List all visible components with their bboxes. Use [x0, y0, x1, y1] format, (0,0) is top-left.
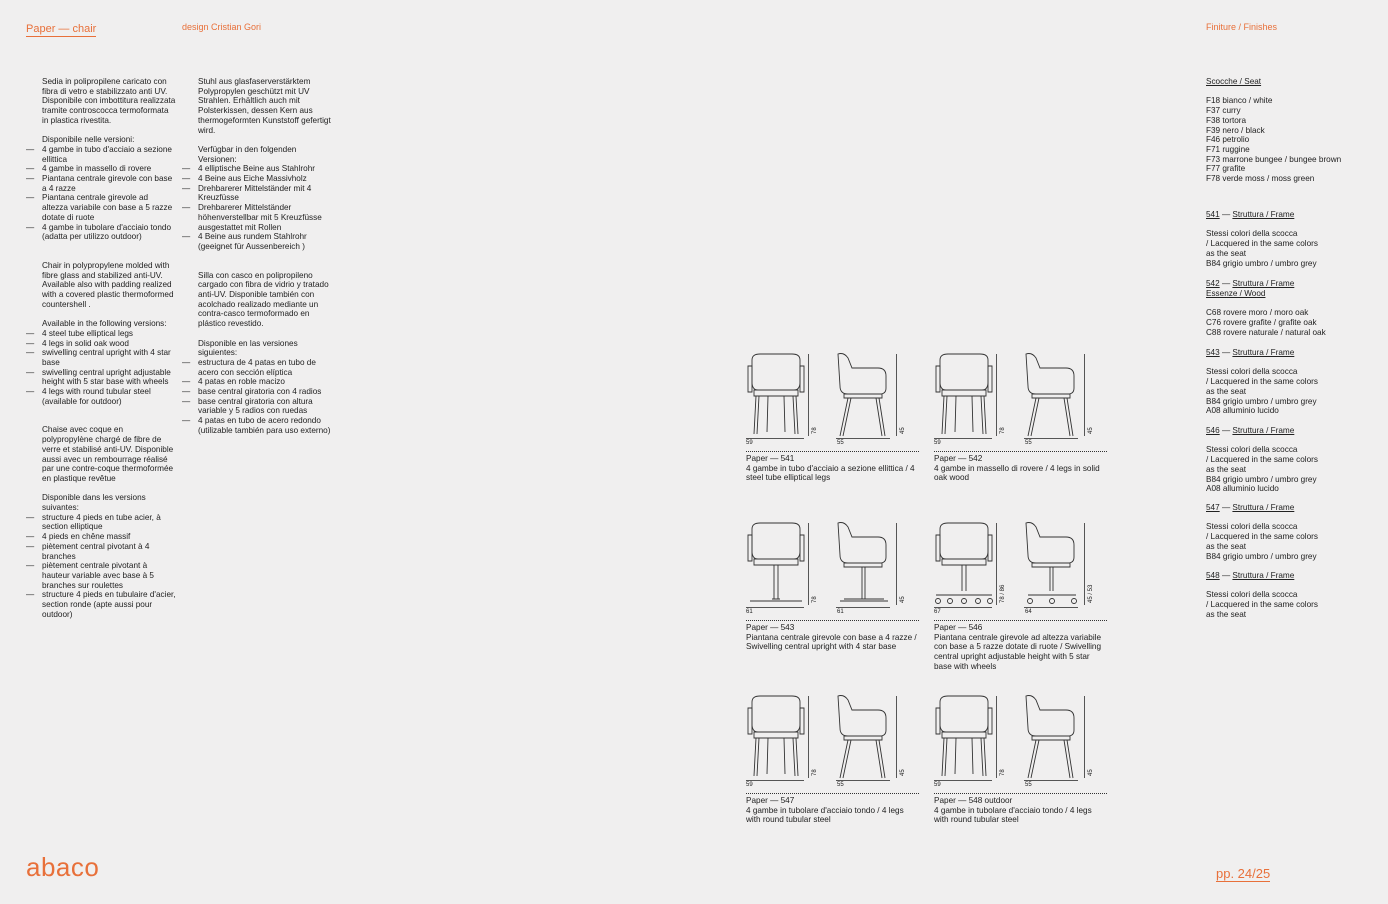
width-dimension-line	[746, 438, 804, 439]
height-dimension: 45	[900, 596, 906, 603]
side-width: 55	[1025, 440, 1032, 446]
product-caption	[746, 623, 919, 652]
seat-color-item: F73 marrone bungee / bungee brown	[1206, 154, 1342, 164]
frame-finish-line: Stessi colori della scocca	[1206, 522, 1298, 532]
versions-title-fr: Disponible dans les versions suivantes:	[42, 493, 146, 513]
height-dimension: 78	[1000, 769, 1006, 776]
frame-finish-line: / Lacquered in the same colors	[1206, 239, 1318, 249]
width-dimensions	[746, 609, 919, 619]
version-item: — 4 elliptische Beine aus Stahlrohr	[182, 164, 332, 174]
frame-title: Struttura / Frame	[1232, 571, 1295, 580]
width-dimension-line	[1024, 780, 1078, 781]
frame-finish-542	[1206, 279, 1376, 337]
frame-finish-line: as the seat	[1206, 609, 1247, 619]
product-card	[746, 521, 919, 652]
frame-finish-line: / Lacquered in the same colors	[1206, 455, 1318, 465]
product-caption	[934, 454, 1107, 483]
height-dimension-line	[808, 696, 809, 778]
product-description: 4 gambe in tubolare d'acciaio tondo / 4 legs with round tubular steel	[934, 805, 1092, 825]
product-drawing	[934, 521, 1107, 609]
width-dimension-line	[1024, 438, 1078, 439]
width-dimension-line	[746, 780, 804, 781]
description-es: Silla con casco en polipropileno cargado con fibra de vidrio y tratado anti-UV. Disponible también con acolchado realizado mediante un contra-casco termoformado en plástico revestido.	[198, 270, 329, 329]
product-caption	[746, 454, 919, 483]
front-width: 67	[934, 609, 941, 615]
height-dimension: 45 / 53	[1088, 584, 1094, 603]
version-item: — base central giratoria con altura variable y 5 radios con ruedas	[182, 397, 332, 416]
frame-finish-line: as the seat	[1206, 464, 1247, 474]
width-dimension-line	[836, 438, 890, 439]
frame-finish-line: / Lacquered in the same colors	[1206, 377, 1318, 387]
dotted-divider	[746, 620, 919, 621]
seat-colors-list	[1206, 96, 1376, 183]
frame-finish-line: Stessi colori della scocca	[1206, 229, 1298, 239]
height-dimension-line	[1084, 523, 1085, 605]
frame-finish-line: C68 rovere moro / moro oak	[1206, 308, 1309, 318]
frame-code: 547	[1206, 503, 1220, 512]
height-dimension: 78	[812, 769, 818, 776]
versions-title-it: Disponibile nelle versioni:	[42, 135, 135, 145]
frame-finish-line: as the seat	[1206, 386, 1247, 396]
height-dimension-line	[1084, 696, 1085, 778]
width-dimensions	[934, 609, 1107, 619]
front-width: 59	[746, 782, 753, 788]
width-dimension-line	[934, 780, 992, 781]
product-card	[934, 352, 1107, 483]
height-dimension: 78 / 86	[1000, 584, 1006, 603]
dotted-divider	[746, 793, 919, 794]
height-dimension: 78	[812, 596, 818, 603]
frame-finish-line: Stessi colori della scocca	[1206, 590, 1298, 600]
product-description: 4 gambe in tubolare d'acciaio tondo / 4 legs with round tubular steel	[746, 805, 904, 825]
product-code: Paper — 541	[746, 454, 795, 463]
finishes-column	[1206, 77, 1376, 184]
chair-front-view	[934, 352, 1000, 440]
version-item: — 4 legs with round tubular steel (available for outdoor)	[26, 387, 176, 406]
height-dimension-line	[808, 354, 809, 436]
version-item: — swivelling central upright adjustable height with 5 star base with wheels	[26, 368, 176, 387]
frame-finish-title: 543 — Struttura / Frame	[1206, 348, 1295, 357]
height-dimension-line	[1084, 354, 1085, 436]
versions-title-de: Verfügbar in den folgenden Versionen:	[198, 144, 297, 164]
width-dimensions	[746, 782, 919, 792]
finishes-heading: Finiture / Finishes	[1206, 22, 1278, 32]
version-item: — Piantana centrale girevole ad altezza variabile con base a 5 razze dotate di ruote	[26, 193, 176, 222]
chair-side-view	[1022, 352, 1084, 440]
dotted-divider	[934, 620, 1107, 621]
version-item: — 4 Beine aus rundem Stahlrohr (geeignet für Aussenbereich )	[182, 232, 332, 251]
frame-code: 541	[1206, 210, 1220, 219]
seat-color-item: F46 petrolio	[1206, 135, 1250, 145]
width-dimension-line	[934, 607, 992, 608]
frame-title: Struttura / Frame	[1232, 503, 1295, 512]
product-drawing	[934, 694, 1107, 782]
version-item: — structure 4 pieds en tube acier, à section elliptique	[26, 513, 176, 532]
abaco-logo: abaco	[26, 852, 100, 882]
frame-title: Struttura / Frame	[1232, 426, 1295, 435]
side-width: 64	[1025, 609, 1032, 615]
width-dimension-line	[836, 607, 890, 608]
frame-finish-line: Stessi colori della scocca	[1206, 367, 1298, 377]
width-dimensions	[934, 782, 1107, 792]
description-it: Sedia in polipropilene caricato con fibra di vetro e stabilizzato anti UV. Disponibile con imbottitura realizzata tramite controscocca termoformata in plastica rivestita.	[42, 77, 176, 125]
frame-finish-title: 548 — Struttura / Frame	[1206, 571, 1295, 580]
product-drawing	[746, 521, 919, 609]
frame-finish-line: B84 grigio umbro / umbro grey	[1206, 474, 1317, 484]
frame-finish-line: A08 alluminio lucido	[1206, 406, 1279, 416]
width-dimension-line	[746, 607, 804, 608]
frame-finish-line: as the seat	[1206, 248, 1247, 258]
frame-finish-line: B84 grigio umbro / umbro grey	[1206, 396, 1317, 406]
dotted-divider	[934, 793, 1107, 794]
version-item: — 4 Beine aus Eiche Massivholz	[182, 174, 332, 184]
product-drawing	[746, 352, 919, 440]
versions-title-en: Available in the following versions:	[42, 319, 167, 329]
product-card	[934, 694, 1107, 825]
frame-title: Struttura / Frame	[1232, 279, 1295, 288]
chair-front-view	[934, 694, 1000, 782]
frame-finish-title: 546 — Struttura / Frame	[1206, 426, 1295, 435]
height-dimension-line	[808, 523, 809, 605]
chair-side-view	[834, 694, 896, 782]
product-description: 4 gambe in massello di rovere / 4 legs in solid oak wood	[934, 463, 1100, 483]
front-width: 59	[934, 440, 941, 446]
version-item: — 4 gambe in tubolare d'acciaio tondo (adatta per utilizzo outdoor)	[26, 223, 176, 242]
version-item: — 4 patas en roble macizo	[182, 377, 332, 387]
product-code: Paper — 542	[934, 454, 983, 463]
versions-list-en	[26, 329, 176, 407]
version-item: — 4 steel tube elliptical legs	[26, 329, 176, 339]
frame-code: 542	[1206, 279, 1220, 288]
product-caption	[934, 796, 1107, 825]
version-item: — Piantana centrale girevole con base a 4 razze	[26, 174, 176, 193]
height-dimension-line	[896, 523, 897, 605]
chair-front-view	[746, 352, 812, 440]
height-dimension: 45	[1088, 427, 1094, 434]
version-item: — 4 gambe in massello di rovere	[26, 164, 176, 174]
dotted-divider	[934, 451, 1107, 452]
frame-finish-line: / Lacquered in the same colors	[1206, 600, 1318, 610]
height-dimension-line	[996, 523, 997, 605]
versions-list-fr	[26, 513, 176, 620]
width-dimension-line	[934, 438, 992, 439]
product-card	[746, 352, 919, 483]
side-width: 55	[837, 782, 844, 788]
seat-color-item: F38 tortora	[1206, 115, 1247, 125]
width-dimensions	[934, 440, 1107, 450]
frame-finish-547	[1206, 503, 1376, 561]
frame-subtitle: Essenze / Wood	[1206, 288, 1266, 298]
frame-title: Struttura / Frame	[1232, 348, 1295, 357]
product-description: 4 gambe in tubo d'acciaio a sezione ellittica / 4 steel tube elliptical legs	[746, 463, 915, 483]
height-dimension-line	[996, 354, 997, 436]
version-item: — 4 legs in solid oak wood	[26, 339, 176, 349]
frame-code: 548	[1206, 571, 1220, 580]
frame-code: 546	[1206, 426, 1220, 435]
product-code: Paper — 543	[746, 623, 795, 632]
front-width: 59	[746, 440, 753, 446]
version-item: — estructura de 4 patas en tubo de acero con sección elíptica	[182, 358, 332, 377]
description-column-right	[182, 77, 332, 436]
version-item: — structure 4 pieds en tubulaire d'acier, section ronde (apte aussi pour outdoor)	[26, 590, 176, 619]
version-item: — Drehbarerer Mittelständer mit 4 Kreuzfüsse	[182, 184, 332, 203]
height-dimension-line	[896, 354, 897, 436]
frame-code: 543	[1206, 348, 1220, 357]
product-caption	[746, 796, 919, 825]
front-width: 61	[746, 609, 753, 615]
frame-finish-line: B84 grigio umbro / umbro grey	[1206, 258, 1317, 268]
versions-title-es: Disponible en las versiones siguientes:	[198, 338, 298, 358]
height-dimension: 78	[1000, 427, 1006, 434]
product-caption	[934, 623, 1107, 672]
seat-finishes-title: Scocche / Seat	[1206, 77, 1262, 86]
designer-credit: design Cristian Gori	[182, 22, 262, 32]
height-dimension: 45	[900, 769, 906, 776]
frame-finish-line: B84 grigio umbro / umbro grey	[1206, 551, 1317, 561]
version-item: — piètement central pivotant à 4 branches	[26, 542, 176, 561]
frame-finish-line: C76 rovere grafite / grafite oak	[1206, 317, 1317, 327]
frame-finish-title: 547 — Struttura / Frame	[1206, 503, 1295, 512]
frame-finish-546	[1206, 426, 1376, 494]
description-en: Chair in polypropylene molded with fibre glass and stabilized anti-UV. Available also with padding realized with a covered plastic thermoformed countershell .	[42, 260, 174, 309]
product-card	[934, 521, 1107, 672]
product-description: Piantana centrale girevole con base a 4 razze / Swivelling central upright with 4 star base	[746, 632, 917, 652]
chair-front-view	[934, 521, 1000, 609]
frame-finish-line: / Lacquered in the same colors	[1206, 532, 1318, 542]
versions-list-it	[26, 145, 176, 242]
frame-title: Struttura / Frame	[1232, 210, 1295, 219]
description-fr: Chaise avec coque en polypropylène chargé de fibre de verre et stabilisé anti-UV. Disponible aussi avec un rembourrage réalisé par une contre-coque thermoformée en plastique revêtue	[42, 425, 174, 483]
dotted-divider	[746, 451, 919, 452]
chair-side-view	[834, 352, 896, 440]
frame-finish-title: 542 — Struttura / Frame	[1206, 279, 1295, 288]
version-item: — Drehbarerer Mittelständer höhenverstellbar mit 5 Kreuzfüsse ausgestattet mit Rollen	[182, 203, 332, 232]
side-width: 61	[837, 609, 844, 615]
front-width: 59	[934, 782, 941, 788]
width-dimension-line	[836, 780, 890, 781]
side-width: 55	[1025, 782, 1032, 788]
seat-color-item: F78 verde moss / moss green	[1206, 174, 1315, 184]
page-title: Paper — chair	[26, 23, 97, 35]
frame-finish-line: Stessi colori della scocca	[1206, 445, 1298, 455]
frame-finish-541	[1206, 210, 1376, 268]
product-code: Paper — 546	[934, 623, 983, 632]
page-numbers: pp. 24/25	[1216, 866, 1271, 881]
product-drawing	[746, 694, 919, 782]
seat-color-item: F37 curry	[1206, 106, 1241, 116]
version-item: — piètement centrale pivotant à hauteur variable avec base à 5 branches sur roulettes	[26, 561, 176, 590]
versions-list-de	[182, 164, 332, 251]
seat-color-item: F18 bianco / white	[1206, 96, 1273, 106]
seat-color-item: F71 ruggine	[1206, 144, 1250, 154]
version-item: — 4 patas en tubo de acero redondo (utilizable también para uso externo)	[182, 416, 332, 435]
frame-finish-548	[1206, 571, 1376, 620]
product-drawing	[934, 352, 1107, 440]
version-item: — 4 pieds en chêne massif	[26, 532, 176, 542]
product-description: Piantana centrale girevole ad altezza variabile con base a 5 razze dotate di ruote / Swivelling central upright adjustable height with 5 star base with wheels	[934, 632, 1102, 671]
frame-finish-line: A08 alluminio lucido	[1206, 484, 1279, 494]
version-item: — swivelling central upright with 4 star base	[26, 348, 176, 367]
frame-finish-line: as the seat	[1206, 541, 1247, 551]
frame-finish-line: C88 rovere naturale / natural oak	[1206, 327, 1326, 337]
height-dimension: 45	[900, 427, 906, 434]
height-dimension: 78	[812, 427, 818, 434]
description-de: Stuhl aus glasfaserverstärktem Polypropylen geschützt mit UV Strahlen. Erhältlich auch mit Polsterkissen, dessen Kern aus thermogeformten Kunststoff gefertigt wird.	[198, 77, 331, 135]
height-dimension-line	[896, 696, 897, 778]
product-code: Paper — 547	[746, 796, 795, 805]
product-card	[746, 694, 919, 825]
seat-color-item: F39 nero / black	[1206, 125, 1265, 135]
chair-front-view	[746, 694, 812, 782]
version-item: — 4 gambe in tubo d'acciaio a sezione ellittica	[26, 145, 176, 164]
frame-finish-543	[1206, 348, 1376, 416]
width-dimension-line	[1024, 607, 1078, 608]
description-column-left	[26, 77, 176, 620]
versions-list-es	[182, 358, 332, 436]
product-code: Paper — 548 outdoor	[934, 796, 1013, 805]
version-item: — base central giratoria con 4 radios	[182, 387, 332, 397]
height-dimension-line	[996, 696, 997, 778]
frame-finish-title: 541 — Struttura / Frame	[1206, 210, 1295, 219]
seat-color-item: F77 grafite	[1206, 164, 1246, 174]
side-width: 55	[837, 440, 844, 446]
chair-front-view	[746, 521, 812, 609]
width-dimensions	[746, 440, 919, 450]
chair-side-view	[834, 521, 896, 609]
chair-side-view	[1022, 694, 1084, 782]
chair-side-view	[1022, 521, 1084, 609]
height-dimension: 45	[1088, 769, 1094, 776]
